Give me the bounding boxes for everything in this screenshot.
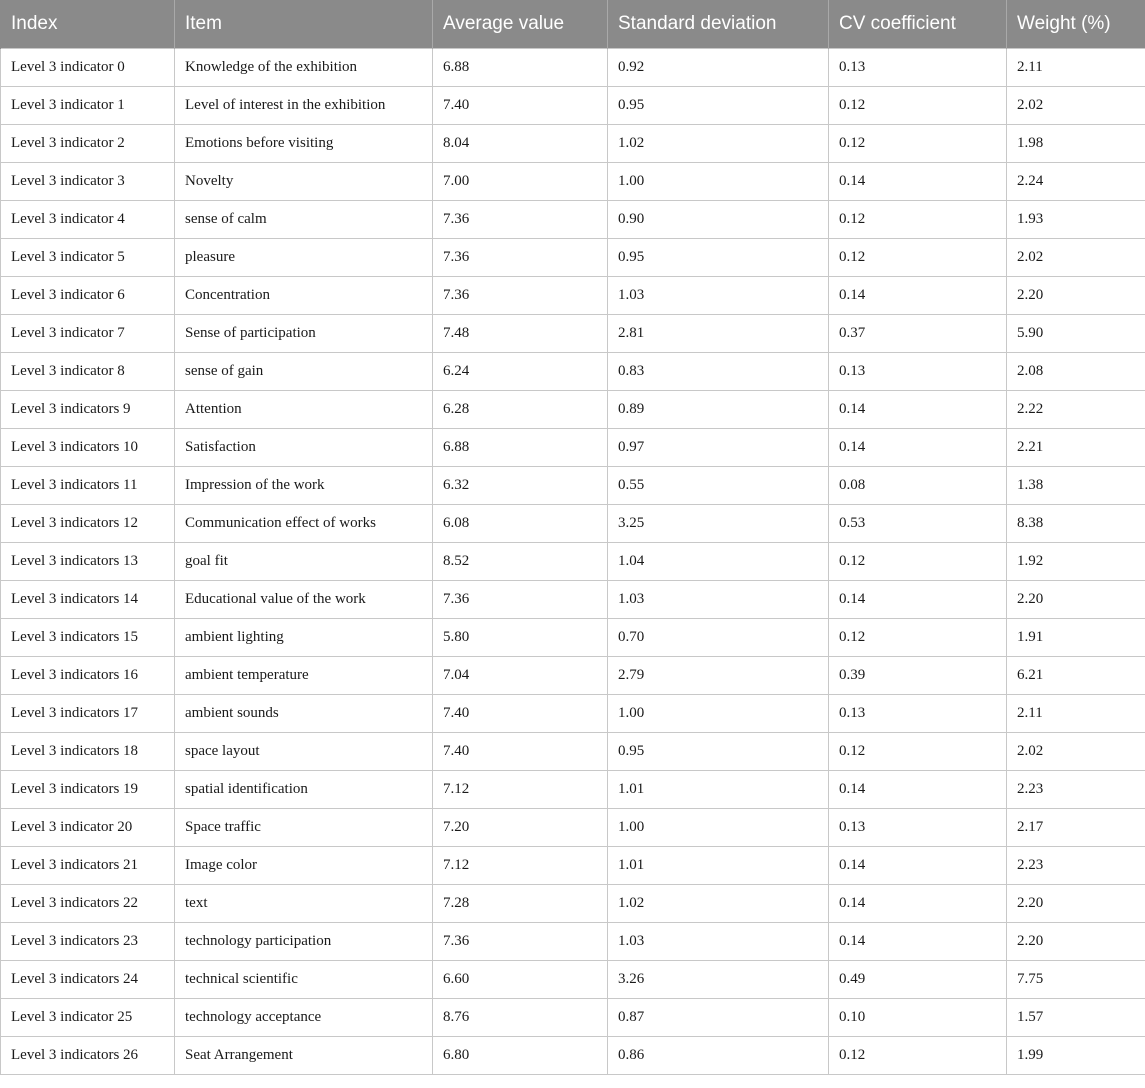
header-item: Item [175, 0, 433, 49]
cell-standard-deviation: 0.55 [608, 467, 829, 505]
cell-weight: 2.08 [1007, 353, 1145, 391]
cell-average-value: 6.32 [433, 467, 608, 505]
cell-average-value: 7.12 [433, 847, 608, 885]
cell-average-value: 6.88 [433, 49, 608, 87]
cell-index: Level 3 indicators 9 [1, 391, 175, 429]
cell-standard-deviation: 0.90 [608, 201, 829, 239]
cell-cv-coefficient: 0.13 [829, 695, 1007, 733]
cell-index: Level 3 indicator 3 [1, 163, 175, 201]
cell-cv-coefficient: 0.14 [829, 277, 1007, 315]
cell-item: Satisfaction [175, 429, 433, 467]
cell-cv-coefficient: 0.12 [829, 87, 1007, 125]
header-index: Index [1, 0, 175, 49]
cell-average-value: 6.28 [433, 391, 608, 429]
cell-item: Educational value of the work [175, 581, 433, 619]
header-weight: Weight (%) [1007, 0, 1145, 49]
table-row [1, 239, 1145, 277]
table-row [1, 657, 1145, 695]
cell-item: spatial identification [175, 771, 433, 809]
cell-standard-deviation: 1.03 [608, 277, 829, 315]
cell-index: Level 3 indicators 19 [1, 771, 175, 809]
header-cv-coefficient: CV coefficient [829, 0, 1007, 49]
cell-weight: 2.20 [1007, 277, 1145, 315]
table-row [1, 315, 1145, 353]
table-row [1, 733, 1145, 771]
cell-standard-deviation: 1.03 [608, 923, 829, 961]
table-row [1, 581, 1145, 619]
cell-weight: 2.24 [1007, 163, 1145, 201]
table-body [1, 49, 1145, 1075]
cell-weight: 5.90 [1007, 315, 1145, 353]
cell-average-value: 7.40 [433, 87, 608, 125]
cell-item: Image color [175, 847, 433, 885]
cell-index: Level 3 indicators 10 [1, 429, 175, 467]
cell-average-value: 8.76 [433, 999, 608, 1037]
cell-standard-deviation: 1.00 [608, 695, 829, 733]
cell-item: technology participation [175, 923, 433, 961]
cell-index: Level 3 indicators 11 [1, 467, 175, 505]
table-row [1, 847, 1145, 885]
table-row [1, 125, 1145, 163]
cell-index: Level 3 indicators 15 [1, 619, 175, 657]
cell-index: Level 3 indicators 14 [1, 581, 175, 619]
cell-standard-deviation: 0.86 [608, 1037, 829, 1075]
cell-standard-deviation: 1.01 [608, 771, 829, 809]
cell-standard-deviation: 1.02 [608, 125, 829, 163]
cell-weight: 1.93 [1007, 201, 1145, 239]
cell-weight: 1.98 [1007, 125, 1145, 163]
cell-cv-coefficient: 0.08 [829, 467, 1007, 505]
cell-average-value: 7.28 [433, 885, 608, 923]
cell-index: Level 3 indicators 26 [1, 1037, 175, 1075]
cell-average-value: 7.04 [433, 657, 608, 695]
cell-index: Level 3 indicator 1 [1, 87, 175, 125]
cell-item: ambient temperature [175, 657, 433, 695]
cell-index: Level 3 indicators 12 [1, 505, 175, 543]
cell-cv-coefficient: 0.13 [829, 353, 1007, 391]
cell-weight: 2.11 [1007, 695, 1145, 733]
cell-standard-deviation: 1.02 [608, 885, 829, 923]
cell-item: technology acceptance [175, 999, 433, 1037]
table-row [1, 999, 1145, 1037]
cell-item: space layout [175, 733, 433, 771]
cell-item: Level of interest in the exhibition [175, 87, 433, 125]
table-row [1, 277, 1145, 315]
cell-average-value: 7.36 [433, 239, 608, 277]
cell-cv-coefficient: 0.14 [829, 847, 1007, 885]
cell-index: Level 3 indicator 2 [1, 125, 175, 163]
cell-weight: 2.20 [1007, 581, 1145, 619]
table-header-row [1, 0, 1145, 49]
cell-index: Level 3 indicators 22 [1, 885, 175, 923]
cell-weight: 7.75 [1007, 961, 1145, 999]
cell-item: Seat Arrangement [175, 1037, 433, 1075]
table-row [1, 543, 1145, 581]
cell-standard-deviation: 0.95 [608, 87, 829, 125]
cell-item: Attention [175, 391, 433, 429]
cell-standard-deviation: 1.01 [608, 847, 829, 885]
cell-standard-deviation: 0.92 [608, 49, 829, 87]
cell-standard-deviation: 2.81 [608, 315, 829, 353]
cell-cv-coefficient: 0.14 [829, 923, 1007, 961]
cell-index: Level 3 indicator 5 [1, 239, 175, 277]
cell-weight: 2.11 [1007, 49, 1145, 87]
cell-standard-deviation: 1.04 [608, 543, 829, 581]
cell-index: Level 3 indicator 7 [1, 315, 175, 353]
table-row [1, 961, 1145, 999]
cell-standard-deviation: 0.70 [608, 619, 829, 657]
cell-index: Level 3 indicator 4 [1, 201, 175, 239]
cell-cv-coefficient: 0.12 [829, 543, 1007, 581]
cell-average-value: 7.48 [433, 315, 608, 353]
table-row [1, 619, 1145, 657]
cell-weight: 2.21 [1007, 429, 1145, 467]
cell-weight: 8.38 [1007, 505, 1145, 543]
cell-cv-coefficient: 0.12 [829, 619, 1007, 657]
cell-weight: 2.20 [1007, 923, 1145, 961]
cell-average-value: 8.04 [433, 125, 608, 163]
cell-item: sense of calm [175, 201, 433, 239]
cell-standard-deviation: 0.87 [608, 999, 829, 1037]
cell-index: Level 3 indicators 13 [1, 543, 175, 581]
cell-standard-deviation: 1.03 [608, 581, 829, 619]
cell-item: Impression of the work [175, 467, 433, 505]
cell-index: Level 3 indicators 17 [1, 695, 175, 733]
cell-item: technical scientific [175, 961, 433, 999]
cell-standard-deviation: 1.00 [608, 163, 829, 201]
cell-index: Level 3 indicators 16 [1, 657, 175, 695]
cell-weight: 2.02 [1007, 239, 1145, 277]
table-row [1, 163, 1145, 201]
header-standard-deviation: Standard deviation [608, 0, 829, 49]
cell-index: Level 3 indicator 8 [1, 353, 175, 391]
cell-average-value: 7.36 [433, 581, 608, 619]
cell-item: goal fit [175, 543, 433, 581]
cell-cv-coefficient: 0.14 [829, 885, 1007, 923]
cell-average-value: 7.20 [433, 809, 608, 847]
cell-average-value: 6.88 [433, 429, 608, 467]
cell-cv-coefficient: 0.12 [829, 733, 1007, 771]
table-row [1, 923, 1145, 961]
cell-item: text [175, 885, 433, 923]
cell-item: Sense of participation [175, 315, 433, 353]
cell-item: pleasure [175, 239, 433, 277]
cell-cv-coefficient: 0.10 [829, 999, 1007, 1037]
cell-average-value: 7.00 [433, 163, 608, 201]
cell-weight: 2.02 [1007, 733, 1145, 771]
cell-cv-coefficient: 0.13 [829, 49, 1007, 87]
cell-weight: 2.17 [1007, 809, 1145, 847]
cell-item: Novelty [175, 163, 433, 201]
cell-average-value: 7.40 [433, 695, 608, 733]
cell-index: Level 3 indicator 6 [1, 277, 175, 315]
cell-cv-coefficient: 0.14 [829, 771, 1007, 809]
cell-weight: 2.22 [1007, 391, 1145, 429]
cell-average-value: 6.60 [433, 961, 608, 999]
table-row [1, 201, 1145, 239]
cell-standard-deviation: 0.95 [608, 733, 829, 771]
cell-weight: 1.91 [1007, 619, 1145, 657]
cell-index: Level 3 indicator 0 [1, 49, 175, 87]
cell-average-value: 6.08 [433, 505, 608, 543]
table-row [1, 771, 1145, 809]
cell-standard-deviation: 0.95 [608, 239, 829, 277]
cell-cv-coefficient: 0.14 [829, 581, 1007, 619]
cell-index: Level 3 indicator 20 [1, 809, 175, 847]
table-row [1, 467, 1145, 505]
cell-cv-coefficient: 0.49 [829, 961, 1007, 999]
table-row [1, 353, 1145, 391]
cell-average-value: 7.40 [433, 733, 608, 771]
cell-average-value: 7.36 [433, 277, 608, 315]
cell-weight: 2.02 [1007, 87, 1145, 125]
cell-standard-deviation: 2.79 [608, 657, 829, 695]
cell-cv-coefficient: 0.12 [829, 239, 1007, 277]
cell-cv-coefficient: 0.12 [829, 201, 1007, 239]
cell-item: Space traffic [175, 809, 433, 847]
cell-weight: 2.23 [1007, 847, 1145, 885]
cell-index: Level 3 indicators 18 [1, 733, 175, 771]
table-row [1, 695, 1145, 733]
cell-weight: 2.23 [1007, 771, 1145, 809]
cell-weight: 1.92 [1007, 543, 1145, 581]
cell-weight: 1.57 [1007, 999, 1145, 1037]
table-row [1, 49, 1145, 87]
cell-standard-deviation: 0.89 [608, 391, 829, 429]
cell-item: Concentration [175, 277, 433, 315]
cell-standard-deviation: 3.26 [608, 961, 829, 999]
cell-cv-coefficient: 0.37 [829, 315, 1007, 353]
cell-cv-coefficient: 0.13 [829, 809, 1007, 847]
cell-item: sense of gain [175, 353, 433, 391]
cell-index: Level 3 indicators 21 [1, 847, 175, 885]
cell-index: Level 3 indicator 25 [1, 999, 175, 1037]
cell-average-value: 8.52 [433, 543, 608, 581]
cell-item: Emotions before visiting [175, 125, 433, 163]
cell-average-value: 6.80 [433, 1037, 608, 1075]
cell-cv-coefficient: 0.14 [829, 163, 1007, 201]
cell-index: Level 3 indicators 24 [1, 961, 175, 999]
cell-standard-deviation: 0.83 [608, 353, 829, 391]
cell-standard-deviation: 0.97 [608, 429, 829, 467]
cell-weight: 2.20 [1007, 885, 1145, 923]
cell-average-value: 7.36 [433, 201, 608, 239]
cell-average-value: 7.12 [433, 771, 608, 809]
cell-item: Knowledge of the exhibition [175, 49, 433, 87]
cell-cv-coefficient: 0.12 [829, 1037, 1007, 1075]
cell-cv-coefficient: 0.39 [829, 657, 1007, 695]
cell-cv-coefficient: 0.14 [829, 391, 1007, 429]
table-row [1, 505, 1145, 543]
cell-index: Level 3 indicators 23 [1, 923, 175, 961]
cell-cv-coefficient: 0.53 [829, 505, 1007, 543]
cell-weight: 1.38 [1007, 467, 1145, 505]
cell-item: ambient sounds [175, 695, 433, 733]
cell-weight: 6.21 [1007, 657, 1145, 695]
table-row [1, 87, 1145, 125]
cell-average-value: 7.36 [433, 923, 608, 961]
table-row [1, 885, 1145, 923]
cell-average-value: 6.24 [433, 353, 608, 391]
cell-cv-coefficient: 0.12 [829, 125, 1007, 163]
cell-weight: 1.99 [1007, 1037, 1145, 1075]
table-row [1, 429, 1145, 467]
cell-cv-coefficient: 0.14 [829, 429, 1007, 467]
cell-average-value: 5.80 [433, 619, 608, 657]
table-row [1, 391, 1145, 429]
cell-item: Communication effect of works [175, 505, 433, 543]
cell-standard-deviation: 1.00 [608, 809, 829, 847]
header-average-value: Average value [433, 0, 608, 49]
table-row [1, 1037, 1145, 1075]
cell-standard-deviation: 3.25 [608, 505, 829, 543]
table-row [1, 809, 1145, 847]
cell-item: ambient lighting [175, 619, 433, 657]
